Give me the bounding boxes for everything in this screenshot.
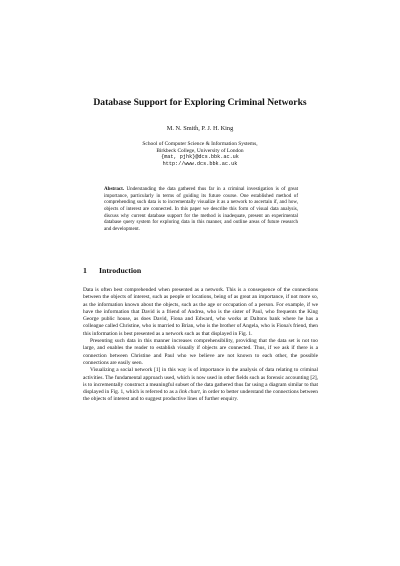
section-title: Introduction	[98, 266, 142, 275]
section-number: 1	[83, 266, 87, 275]
abstract-label: Abstract.	[104, 186, 125, 192]
section-heading-introduction	[83, 266, 141, 276]
affiliation-block	[60, 141, 340, 168]
affiliation-college: Birkbeck College, University of London	[156, 147, 244, 154]
affiliation-school: School of Computer Science & Information Systems,	[142, 141, 258, 147]
abstract-text: Understanding the data gathered thus far in a criminal investigation is of great importance, particularly in terms of guiding its future course. One established method of comprehending such data is to incrementally visualize it as a network to ascertain if, and how, objects of interest are connected. In this paper we describe this form of visual data analysis, discuss why current database support for the method is inadequate, present an experimental database query system for exploring data in this manner, and outline areas of future research and development.	[104, 186, 299, 232]
paragraph-2: Presenting such data in this manner increases comprehensibility, providing that the data set is not too large, and enables the reader to establish visually if objects are connected. Thus, if we ask if there is a connection between Christine and Paul who we believe are not known to each other, the possible connections are easily seen.	[83, 338, 318, 366]
paragraph-3-text-b: , in order to better understand the connections between the objects of interest and to suggest productive lines of further enquiry.	[83, 389, 318, 403]
introduction-body	[83, 287, 318, 404]
paper-title: Database Support for Exploring Criminal Networks	[93, 97, 307, 108]
author-email: {mat, pjhk}@dcs.bbk.ac.uk	[161, 154, 239, 161]
paragraph-3-text-a: Visualizing a social network [1] in this way is of importance in the analysis of data relating to criminal activities. The fundamental approach used, which is now used in other fields such as forensic accounting [2], is to incrementally construct a meaningful subset of the data gathered thus far using a diagram similar to that displayed in Fig. 1, which is referred to as a	[83, 367, 318, 396]
term-link-chart: link chart	[178, 389, 200, 396]
paragraph-1: Data is often best comprehended when presented as a network. This is a consequence of the connections between the objects of interest, such as people or locations, being of as great an importance, if not more so, as the information known about the objects, such as the age or occupation of a person. For example, if we have the information that David is a friend of Andrea, who is the sister of Paul, who frequents the King George public house, as does David, Fiona and Edward, who works at Daltons bank where he has a colleague called Christine, who is married to Brian, who is the brother of Angela, who is Fiona's friend, then this information is best presented as a network such as that displayed in Fig. 1.	[83, 287, 318, 337]
author-list: M. N. Smith, P. J. H. King	[166, 125, 234, 132]
paragraph-3	[83, 367, 318, 403]
abstract	[104, 186, 298, 233]
institution-url[interactable]: http://www.dcs.bbk.ac.uk	[162, 161, 238, 168]
